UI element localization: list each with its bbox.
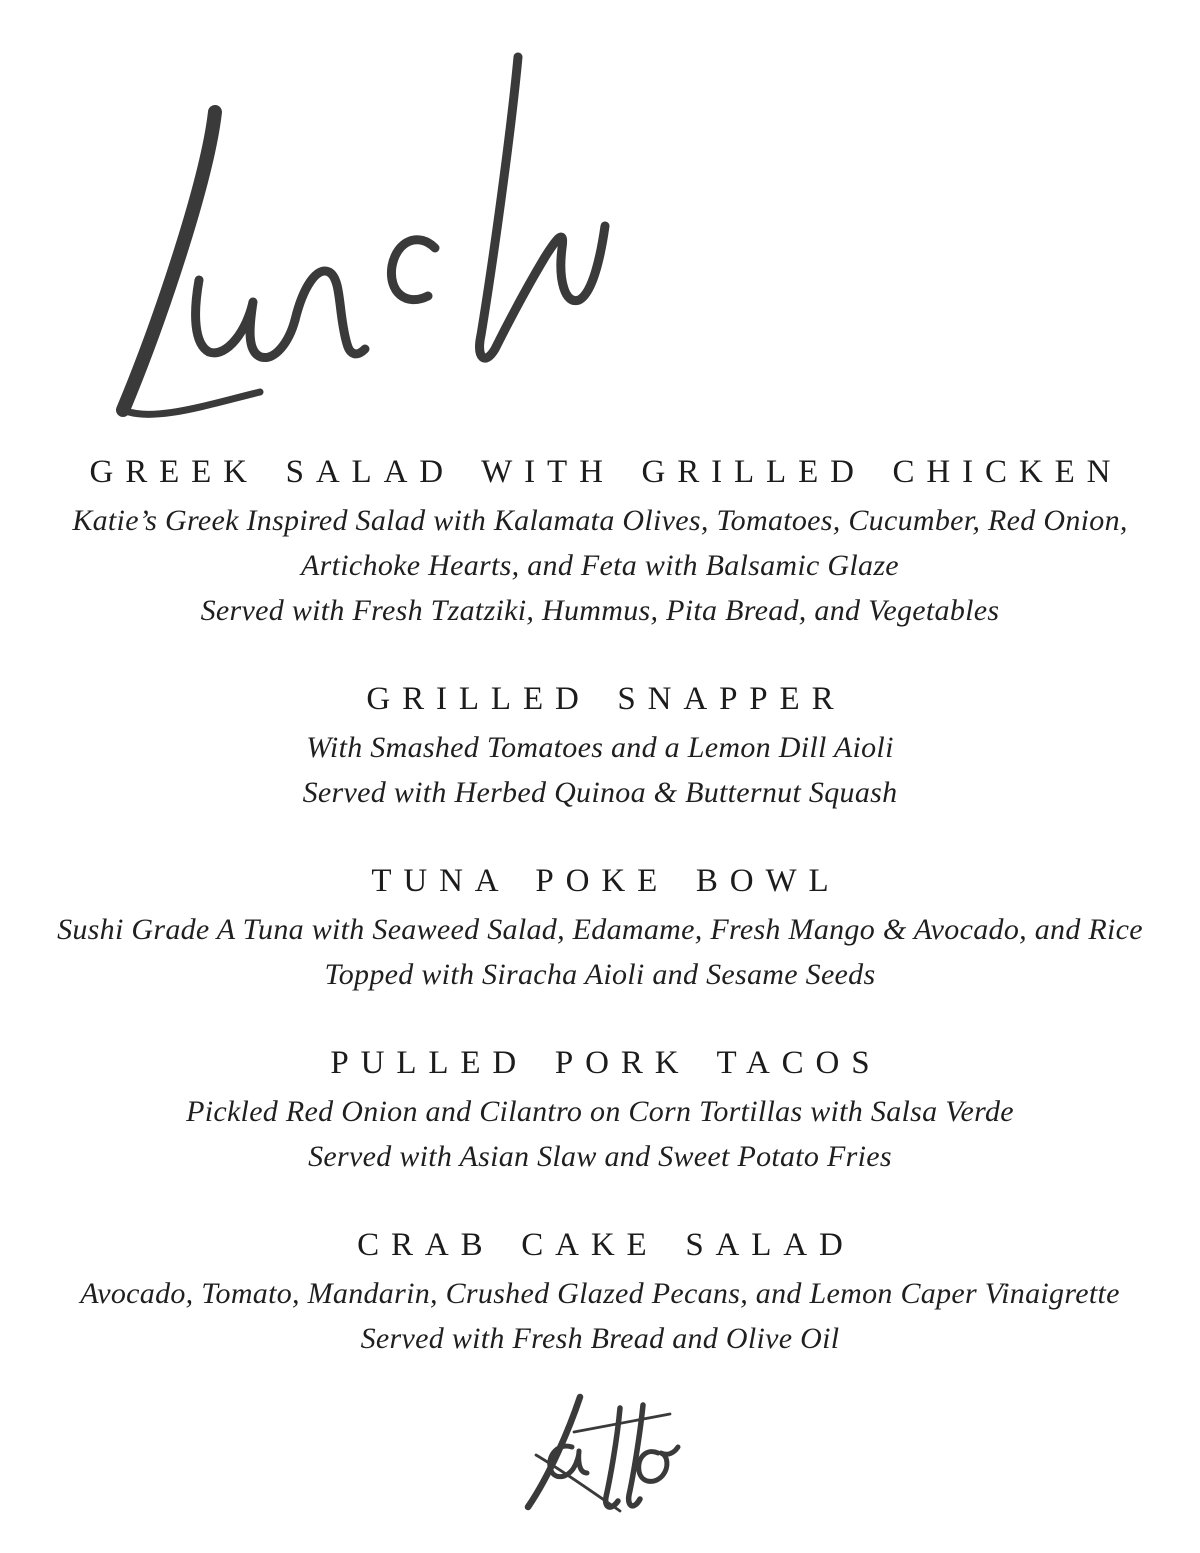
menu-item-description-line: Avocado, Tomato, Mandarin, Crushed Glazed Pecans, and Lemon Caper Vinaigrette [80,1277,1120,1310]
menu-body [0,452,1200,1407]
lunch-script-title [95,52,643,430]
menu-item-description-line: Served with Asian Slaw and Sweet Potato Fries [308,1140,892,1173]
menu-item [0,452,1200,633]
menu-item [0,1043,1200,1179]
menu-item-description-line: Katie’s Greek Inspired Salad with Kalamata Olives, Tomatoes, Cucumber, Red Onion, [72,504,1128,537]
katto-brand-logo [498,1383,716,1535]
menu-item-description-line: With Smashed Tomatoes and a Lemon Dill Aioli [306,731,894,764]
menu-item-description-line: Sushi Grade A Tuna with Seaweed Salad, Edamame, Fresh Mango & Avocado, and Rice [57,913,1143,946]
menu-item-description-line: Served with Herbed Quinoa & Butternut Squash [302,776,898,809]
menu-item-description-line: Served with Fresh Bread and Olive Oil [360,1322,840,1355]
menu-item-name: GREEK SALAD WITH GRILLED CHICKEN [89,454,1123,490]
menu-item-description-line: Pickled Red Onion and Cilantro on Corn Tortillas with Salsa Verde [186,1095,1014,1128]
menu-item-description-line: Served with Fresh Tzatziki, Hummus, Pita Bread, and Vegetables [200,594,1000,627]
menu-item [0,1225,1200,1361]
menu-item [0,861,1200,997]
menu-item-description-line: Topped with Siracha Aioli and Sesame Seeds [324,958,876,991]
menu-item-name: CRAB CAKE SALAD [357,1227,855,1263]
menu-item-name: TUNA POKE BOWL [371,863,841,899]
menu-item-name: PULLED PORK TACOS [330,1045,882,1081]
menu-item-description-line: Artichoke Hearts, and Feta with Balsamic Glaze [301,549,899,582]
menu-item-name: GRILLED SNAPPER [366,681,846,717]
menu-item [0,679,1200,815]
